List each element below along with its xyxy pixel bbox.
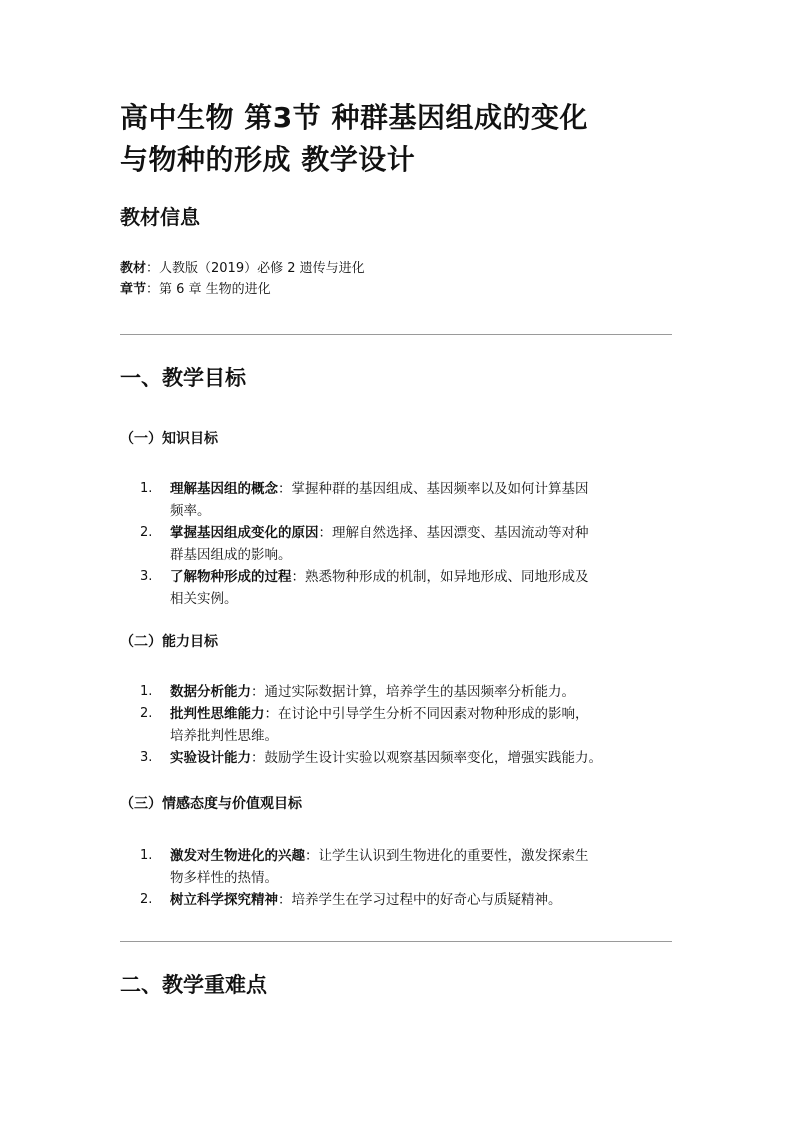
document-title [120, 97, 680, 181]
list-item: 2. 掌握基因组成变化的原因：理解自然选择、基因漂变、基因流动等对种 群基因组成的影响。 [140, 525, 589, 563]
list-item: 3. 了解物种形成的过程：熟悉物种形成的机制，如异地形成、同地形成及 相关实例。 [140, 569, 589, 607]
values-goals-list [120, 845, 680, 911]
ability-goals-list [120, 681, 680, 769]
textbook-meta [120, 258, 365, 300]
list-item: 1. 理解基因组的概念：掌握种群的基因组成、基因频率以及如何计算基因 频率。 [140, 481, 589, 519]
knowledge-goals-list [120, 478, 680, 610]
subsection-heading-values: （三）情感态度与价值观目标 [120, 796, 302, 812]
list-item: 1. 数据分析能力：通过实际数据计算，培养学生的基因频率分析能力。 [140, 684, 575, 700]
section-heading-objectives: 一、教学目标 [120, 366, 246, 390]
title-line-2: 与物种的形成 教学设计 [120, 143, 416, 176]
divider [120, 941, 672, 942]
section-heading-key-points: 二、教学重难点 [120, 973, 267, 997]
subsection-heading-knowledge: （一）知识目标 [120, 431, 218, 447]
divider [120, 334, 672, 335]
meta-textbook: 教材：人教版（2019）必修 2 遗传与进化 [120, 261, 365, 276]
list-item: 2. 批判性思维能力：在讨论中引导学生分析不同因素对物种形成的影响， 培养批判性思维。 [140, 706, 589, 744]
subsection-heading-ability: （二）能力目标 [120, 634, 218, 650]
title-line-1: 高中生物 第3节 种群基因组成的变化 [120, 101, 588, 134]
list-item: 2. 树立科学探究精神：培养学生在学习过程中的好奇心与质疑精神。 [140, 892, 562, 908]
meta-chapter: 章节：第 6 章 生物的进化 [120, 282, 271, 297]
list-item: 1. 激发对生物进化的兴趣：让学生认识到生物进化的重要性，激发探索生 物多样性的热情。 [140, 848, 589, 886]
info-heading: 教材信息 [120, 205, 200, 229]
list-item: 3. 实验设计能力：鼓励学生设计实验以观察基因频率变化，增强实践能力。 [140, 750, 602, 766]
